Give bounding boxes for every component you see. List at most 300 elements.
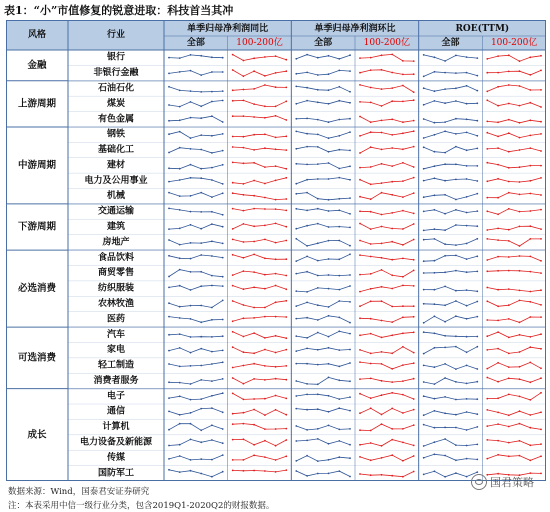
- sparkline-point: [232, 115, 234, 117]
- sparkline-point: [264, 133, 266, 135]
- sparkline-point: [370, 459, 372, 461]
- sparkline-point: [179, 444, 181, 446]
- sparkline-point: [328, 73, 330, 75]
- sparkline-point: [168, 411, 170, 413]
- sparkline-point: [434, 383, 436, 385]
- style-label: 上游周期: [17, 98, 57, 110]
- sparkline-point: [466, 258, 468, 260]
- sparkline-point: [455, 163, 457, 165]
- sparkline-point: [455, 427, 457, 429]
- sparkline-point: [455, 472, 457, 474]
- sparkline: [487, 317, 541, 322]
- sparkline-point: [519, 396, 521, 398]
- sparkline-point: [179, 90, 181, 92]
- sparkline-point: [190, 318, 192, 320]
- sparkline-point: [275, 301, 277, 303]
- sparkline-point: [486, 425, 488, 427]
- sparkline-point: [540, 367, 542, 369]
- sparkline-point: [529, 399, 531, 401]
- sparkline: [169, 55, 223, 58]
- sparkline: [296, 224, 350, 229]
- sparkline-point: [391, 118, 393, 120]
- sparkline-point: [264, 440, 266, 442]
- sparkline-point: [486, 335, 488, 337]
- sparkline-point: [328, 89, 330, 91]
- sparkline-point: [497, 423, 499, 425]
- sparkline-point: [317, 178, 319, 180]
- sparkline-point: [328, 411, 330, 413]
- industry-label: 消费者服务: [93, 375, 139, 386]
- sparkline-point: [285, 210, 287, 212]
- sparkline-point: [328, 347, 330, 349]
- sparkline-point: [444, 363, 446, 365]
- sparkline-point: [391, 368, 393, 370]
- sparkline-point: [328, 226, 330, 228]
- sparkline-point: [370, 121, 372, 123]
- sparkline-point: [211, 135, 213, 137]
- sparkline-point: [413, 409, 415, 411]
- sparkline: [487, 120, 541, 123]
- sparkline-point: [317, 364, 319, 366]
- sparkline-point: [211, 115, 213, 117]
- sparkline: [424, 72, 478, 77]
- sparkline-point: [190, 365, 192, 367]
- industry-label: 有色金属: [97, 114, 135, 125]
- sparkline-point: [190, 101, 192, 103]
- sparkline: [360, 85, 414, 92]
- style-label: 成长: [27, 429, 47, 441]
- sparkline: [169, 224, 223, 229]
- sparkline-point: [497, 105, 499, 107]
- sparkline-point: [253, 470, 255, 472]
- sparkline-point: [200, 441, 202, 443]
- sparkline-point: [486, 132, 488, 134]
- sparkline-point: [285, 365, 287, 367]
- sparkline-point: [253, 378, 255, 380]
- sparkline: [233, 239, 287, 242]
- sparkline-point: [295, 238, 297, 240]
- sparkline-point: [222, 121, 224, 123]
- sparkline: [233, 116, 287, 120]
- sparkline-point: [317, 473, 319, 475]
- sparkline-point: [434, 315, 436, 317]
- sparkline-point: [243, 210, 245, 212]
- sparkline-point: [434, 398, 436, 400]
- sparkline-point: [497, 348, 499, 350]
- sparkline-point: [338, 429, 340, 431]
- sparkline-point: [529, 336, 531, 338]
- sparkline: [424, 286, 478, 291]
- sparkline-point: [211, 407, 213, 409]
- sparkline-point: [370, 243, 372, 245]
- sparkline: [487, 85, 541, 91]
- sparkline: [487, 393, 541, 400]
- sparkline: [169, 393, 223, 399]
- sparkline-point: [285, 149, 287, 151]
- sparkline-point: [306, 429, 308, 431]
- sparkline-point: [349, 131, 351, 133]
- sparkline-point: [338, 366, 340, 368]
- sparkline-point: [381, 182, 383, 184]
- industry-label: 机械: [106, 191, 126, 202]
- sparkline-point: [466, 178, 468, 180]
- sparkline: [360, 317, 414, 322]
- sparkline-point: [519, 181, 521, 183]
- sparkline-point: [466, 305, 468, 307]
- sparkline-point: [486, 377, 488, 379]
- sparkline-point: [200, 285, 202, 287]
- sparkline: [169, 270, 223, 277]
- sparkline-point: [328, 395, 330, 397]
- sparkline-point: [232, 393, 234, 395]
- sparkline-point: [349, 274, 351, 276]
- sparkline-point: [434, 177, 436, 179]
- sparkline: [424, 178, 478, 181]
- sparkline-point: [381, 337, 383, 339]
- sparkline-point: [200, 254, 202, 256]
- sparkline-point: [444, 88, 446, 90]
- sparkline-point: [328, 121, 330, 123]
- sparkline-point: [338, 58, 340, 60]
- sparkline-point: [423, 54, 425, 56]
- sparkline-point: [508, 192, 510, 194]
- sparkline-point: [359, 349, 361, 351]
- sparkline-point: [413, 177, 415, 179]
- sparkline-point: [466, 411, 468, 413]
- sparkline-point: [211, 336, 213, 338]
- sparkline-point: [243, 257, 245, 259]
- sparkline-point: [179, 269, 181, 271]
- sparkline-point: [497, 320, 499, 322]
- sparkline: [233, 424, 287, 430]
- sparkline-point: [381, 445, 383, 447]
- sparkline: [233, 70, 287, 76]
- sparkline-point: [349, 245, 351, 247]
- sparkline: [360, 455, 414, 461]
- sparkline-point: [497, 147, 499, 149]
- sparkline-point: [381, 54, 383, 56]
- industry-label: 商贸零售: [97, 268, 135, 279]
- sparkline-point: [211, 275, 213, 277]
- sparkline-point: [179, 455, 181, 457]
- sparkline-point: [306, 337, 308, 339]
- industry-label: 通信: [106, 406, 126, 417]
- sparkline-point: [253, 286, 255, 288]
- sparkline-point: [317, 393, 319, 395]
- industry-label: 医药: [106, 314, 126, 325]
- sparkline-point: [222, 392, 224, 394]
- sparkline-point: [211, 395, 213, 397]
- sparkline-point: [243, 241, 245, 243]
- sparkline-point: [370, 397, 372, 399]
- sparkline: [169, 71, 223, 76]
- sparkline: [424, 471, 478, 477]
- sparkline-point: [168, 228, 170, 230]
- sparkline-point: [232, 285, 234, 287]
- sparkline-point: [359, 412, 361, 414]
- style-label: 金融: [27, 59, 47, 71]
- industry-label: 石油石化: [97, 83, 135, 94]
- sparkline-point: [359, 167, 361, 169]
- sparkline-point: [285, 337, 287, 339]
- sparkline-point: [243, 459, 245, 461]
- sparkline: [487, 347, 541, 353]
- sparkline-point: [497, 289, 499, 291]
- sparkline-point: [200, 192, 202, 194]
- sparkline-point: [285, 469, 287, 471]
- sparkline-point: [540, 392, 542, 394]
- sparkline: [487, 256, 541, 261]
- sparkline-point: [190, 90, 192, 92]
- sparkline-point: [540, 272, 542, 274]
- sparkline: [360, 211, 414, 215]
- sparkline-point: [253, 103, 255, 105]
- watermark: [471, 474, 534, 490]
- sparkline-point: [497, 412, 499, 414]
- sparkline-point: [486, 180, 488, 182]
- sparkline-point: [264, 257, 266, 259]
- sparkline-point: [275, 242, 277, 244]
- sparkline-point: [275, 273, 277, 275]
- sparkline-point: [434, 332, 436, 334]
- sparkline-point: [168, 469, 170, 471]
- sparkline-point: [306, 179, 308, 181]
- sparkline-point: [306, 118, 308, 120]
- sparkline-point: [338, 209, 340, 211]
- industry-label: 传媒: [106, 452, 126, 463]
- sparkline-point: [222, 192, 224, 194]
- sparkline-point: [391, 241, 393, 243]
- sparkline: [424, 164, 478, 169]
- sparkline-point: [328, 178, 330, 180]
- sparkline-point: [179, 347, 181, 349]
- sparkline-point: [402, 121, 404, 123]
- sparkline-point: [264, 225, 266, 227]
- sparkline-point: [444, 180, 446, 182]
- sparkline-point: [444, 121, 446, 123]
- sparkline: [233, 332, 287, 338]
- sparkline-point: [529, 301, 531, 303]
- sparkline: [169, 255, 223, 259]
- sparkline-point: [338, 100, 340, 102]
- sparkline-point: [306, 133, 308, 135]
- sparkline-point: [402, 428, 404, 430]
- sparkline: [487, 226, 541, 230]
- sparkline-point: [423, 239, 425, 241]
- sparkline-point: [328, 377, 330, 379]
- sparkline-point: [317, 134, 319, 136]
- sparkline-point: [370, 318, 372, 320]
- sparkline-point: [190, 336, 192, 338]
- sparkline-point: [317, 408, 319, 410]
- sparkline: [296, 178, 350, 184]
- sparkline-point: [200, 429, 202, 431]
- sparkline-point: [285, 70, 287, 72]
- sparkline-point: [190, 423, 192, 425]
- sparkline-point: [466, 149, 468, 151]
- sparkline-point: [370, 69, 372, 71]
- sparkline-point: [497, 256, 499, 258]
- sparkline-point: [190, 164, 192, 166]
- industry-label: 建筑: [106, 222, 126, 233]
- sparkline-point: [275, 258, 277, 260]
- sparkline-point: [455, 244, 457, 246]
- sparkline-point: [275, 428, 277, 430]
- sparkline-point: [486, 238, 488, 240]
- sparkline-point: [359, 274, 361, 276]
- sparkline-point: [434, 410, 436, 412]
- sparkline-point: [317, 260, 319, 262]
- sparkline-point: [540, 228, 542, 230]
- sparkline-point: [434, 366, 436, 368]
- sparkline: [169, 408, 223, 415]
- sparkline-point: [519, 255, 521, 257]
- sparkline-point: [455, 335, 457, 337]
- sparkline-point: [540, 304, 542, 306]
- sparkline-point: [434, 165, 436, 167]
- sparkline-point: [402, 442, 404, 444]
- sparkline: [424, 364, 478, 369]
- sparkline-point: [295, 363, 297, 365]
- sparkline-point: [444, 438, 446, 440]
- sparkline-point: [402, 85, 404, 87]
- sparkline-point: [359, 444, 361, 446]
- sparkline-point: [338, 168, 340, 170]
- sparkline-point: [222, 133, 224, 135]
- sparkline-point: [486, 349, 488, 351]
- sparkline-point: [222, 442, 224, 444]
- sparkline-point: [200, 168, 202, 170]
- sparkline-point: [264, 117, 266, 119]
- sparkline-point: [413, 99, 415, 101]
- sparkline-point: [519, 122, 521, 124]
- sparkline-point: [243, 438, 245, 440]
- sparkline: [424, 378, 478, 384]
- sparkline-point: [275, 148, 277, 150]
- sparkline-point: [455, 100, 457, 102]
- sparkline-point: [243, 89, 245, 91]
- sparkline-point: [381, 414, 383, 416]
- sparkline-point: [306, 192, 308, 194]
- sparkline-point: [349, 301, 351, 303]
- sparkline-point: [211, 439, 213, 441]
- sparkline-point: [179, 382, 181, 384]
- sparkline-point: [486, 99, 488, 101]
- sparkline-point: [476, 426, 478, 428]
- sparkline-point: [508, 167, 510, 169]
- sparkline-point: [190, 148, 192, 150]
- sparkline-point: [423, 104, 425, 106]
- industry-label: 钢铁: [106, 129, 126, 140]
- sparkline-point: [413, 213, 415, 215]
- sparkline-point: [179, 119, 181, 121]
- sparkline-point: [391, 194, 393, 196]
- wechat-icon: [471, 474, 487, 490]
- sparkline-point: [381, 243, 383, 245]
- sparkline-point: [434, 209, 436, 211]
- industry-label: 煤炭: [106, 98, 126, 109]
- sparkline-point: [168, 334, 170, 336]
- sparkline-point: [285, 455, 287, 457]
- sparkline-point: [232, 254, 234, 256]
- sparkline-point: [466, 118, 468, 120]
- sparkline-point: [285, 59, 287, 61]
- sparkline-point: [168, 316, 170, 318]
- sparkline-point: [508, 103, 510, 105]
- sparkline-point: [413, 352, 415, 354]
- sparkline: [296, 254, 350, 261]
- sparkline-point: [402, 394, 404, 396]
- sparkline-point: [455, 224, 457, 226]
- sparkline: [487, 133, 541, 138]
- sparkline-point: [232, 89, 234, 91]
- sparkline-point: [413, 398, 415, 400]
- sparkline-point: [179, 57, 181, 59]
- sparkline-point: [455, 300, 457, 302]
- sparkline: [424, 86, 478, 91]
- sparkline: [424, 210, 478, 214]
- sparkline-point: [317, 438, 319, 440]
- sparkline-point: [434, 71, 436, 73]
- header-sub-all: 全部: [186, 38, 205, 48]
- sparkline-point: [391, 428, 393, 430]
- sparkline-point: [476, 459, 478, 461]
- sparkline-point: [168, 445, 170, 447]
- sparkline-point: [413, 91, 415, 93]
- sparkline-point: [402, 258, 404, 260]
- sparkline-point: [200, 271, 202, 273]
- sparkline-point: [295, 273, 297, 275]
- sparkline-point: [476, 165, 478, 167]
- sparkline-point: [275, 199, 277, 201]
- sparkline-point: [317, 163, 319, 165]
- sparkline-point: [243, 136, 245, 138]
- sparkline: [424, 332, 478, 337]
- sparkline: [296, 272, 350, 276]
- sparkline-point: [317, 460, 319, 462]
- sparkline-point: [466, 365, 468, 367]
- sparkline-point: [200, 408, 202, 410]
- sparkline: [233, 85, 287, 90]
- sparkline-point: [179, 257, 181, 259]
- sparkline: [424, 425, 478, 430]
- sparkline-point: [211, 71, 213, 73]
- sparkline-point: [253, 149, 255, 151]
- sparkline-point: [519, 366, 521, 368]
- sparkline-point: [519, 60, 521, 62]
- sparkline: [169, 379, 223, 384]
- sparkline: [360, 100, 414, 106]
- sparkline-point: [285, 198, 287, 200]
- sparkline-point: [508, 119, 510, 121]
- sparkline: [360, 332, 414, 337]
- sparkline-point: [317, 74, 319, 76]
- sparkline-point: [179, 366, 181, 368]
- sparkline-point: [211, 91, 213, 93]
- sparkline: [233, 378, 287, 384]
- sparkline-point: [444, 60, 446, 62]
- sparkline-point: [306, 54, 308, 56]
- sparkline-point: [402, 380, 404, 382]
- sparkline-point: [413, 316, 415, 318]
- sparkline-point: [434, 90, 436, 92]
- sparkline-point: [508, 132, 510, 134]
- sparkline-point: [455, 368, 457, 370]
- sparkline-point: [168, 287, 170, 289]
- sparkline-point: [253, 409, 255, 411]
- sparkline: [360, 163, 414, 168]
- sparkline-point: [222, 471, 224, 473]
